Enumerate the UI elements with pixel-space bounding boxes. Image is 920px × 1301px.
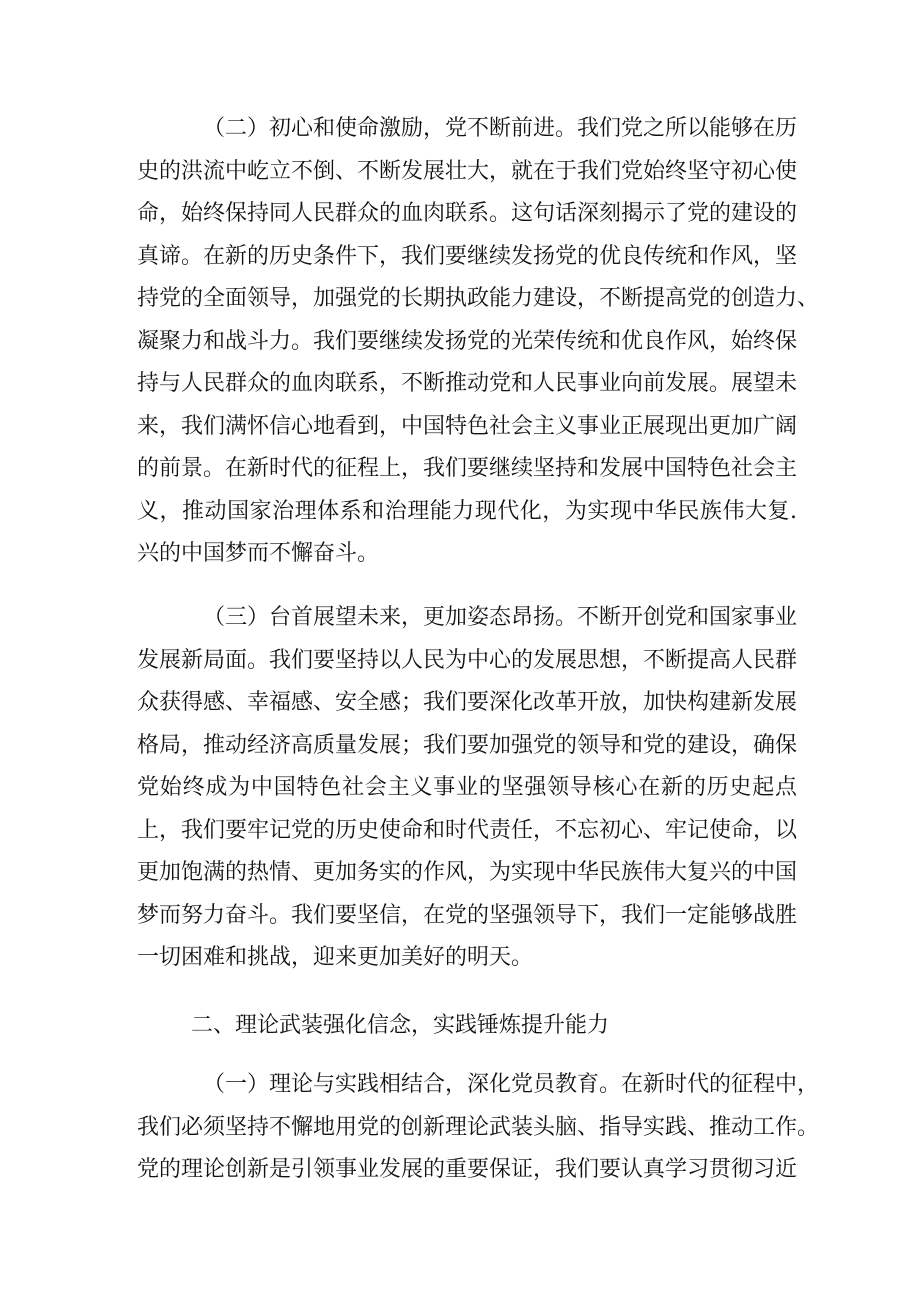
- text-line: 一切困难和挑战，迎来更加美好的明天。: [137, 945, 534, 970]
- text-line: 更加饱满的热情、更加务实的作风，为实现中华民族伟大复兴的中国: [137, 860, 798, 885]
- text-line: 发展新局面。我们要坚持以人民为中心的发展思想，不断提高人民群: [137, 647, 798, 673]
- text-line: 上，我们要牢记党的历史使命和时代责任，不忘初心、牢记使命，以: [137, 817, 798, 843]
- text-line: 命，始终保持同人民群众的血肉联系。这句话深刻揭示了党的建设的: [137, 201, 798, 226]
- text-line: 持与人民群众的血肉联系，不断推动党和人民事业向前发展。展望未: [137, 371, 798, 396]
- text-line: 史的洪流中屹立不倒、不断发展壮大，就在于我们党始终坚守初心使: [137, 158, 798, 184]
- text-line: 我们必须坚持不懈地用党的创新理论武装头脑、指导实践、推动工作。: [137, 1114, 820, 1140]
- paragraph-look-ahead: [137, 597, 797, 980]
- text-line: （二）初心和使命激励，党不断前进。我们党之所以能够在历: [203, 116, 798, 141]
- text-line: 梦而努力奋斗。我们要坚信，在党的坚强领导下，我们一定能够战胜: [137, 902, 798, 928]
- text-line: 党始终成为中国特色社会主义事业的坚强领导核心在新的历史起点: [137, 775, 797, 800]
- text-line: 兴的中国梦而不懈奋斗。: [137, 541, 380, 566]
- text-line: 的前景。在新时代的征程上，我们要继续坚持和发展中国特色社会主: [137, 456, 798, 481]
- text-line: 格局，推动经济高质量发展；我们要加强党的领导和党的建设，确保: [137, 732, 798, 758]
- text-line: 真谛。在新的历史条件下，我们要继续发扬党的优良传统和作风，坚: [137, 243, 798, 269]
- text-line: 众获得感、幸福感、安全感；我们要深化改革开放，加快构建新发展: [137, 690, 798, 715]
- text-line: 义，推动国家治理体系和治理能力现代化，为实现中华民族伟大复.: [137, 498, 797, 524]
- text-line: 凝聚力和战斗力。我们要继续发扬党的光荣传统和优良作风，始终保: [137, 328, 798, 354]
- text-line: （三）台首展望未来，更加姿态昂扬。不断开创党和国家事业: [203, 605, 798, 630]
- text-line: 党的理论创新是引领事业发展的重要保证，我们要认真学习贯彻习近: [137, 1157, 798, 1182]
- paragraph-theory-practice: [137, 1064, 820, 1192]
- section-heading: 二、理论武装强化信念，实践锤炼提升能力: [191, 1013, 610, 1038]
- text-line: 持党的全面领导，加强党的长期执政能力建设，不断提高党的创造力、: [137, 286, 820, 311]
- text-line: （一）理论与实践相结合，深化党员教育。在新时代的征程中，: [203, 1072, 820, 1097]
- paragraph-initial-mission: [137, 108, 820, 576]
- text-line: 来，我们满怀信心地看到，中国特色社会主义事业正展现出更加广阔: [137, 413, 798, 439]
